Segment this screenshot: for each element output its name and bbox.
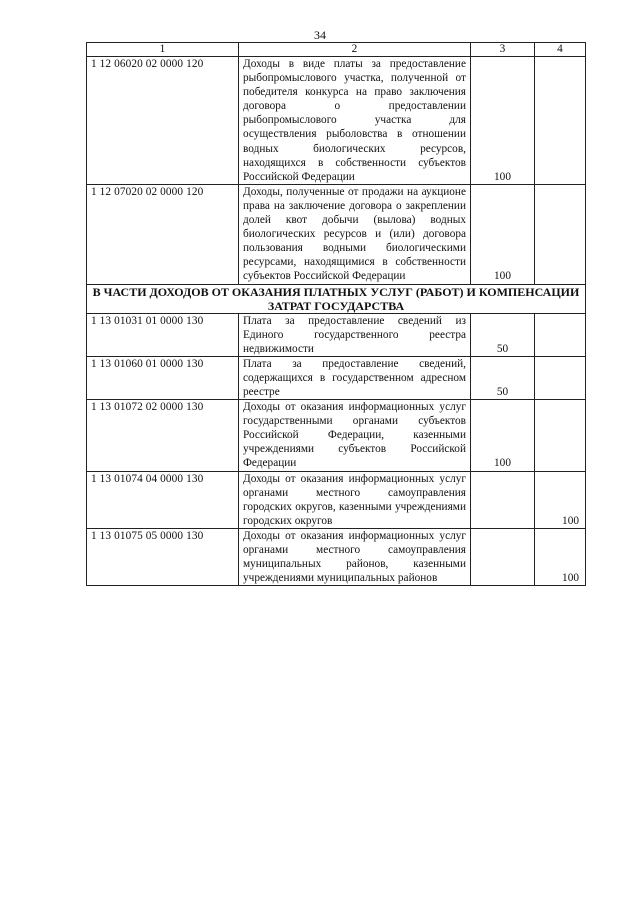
revenue-code: 1 13 01060 01 0000 130 [87,356,239,399]
revenue-code: 1 12 07020 02 0000 120 [87,184,239,284]
col4-value [535,400,586,471]
revenue-code: 1 12 06020 02 0000 120 [87,57,239,185]
revenue-description: Доходы от оказания информационных услуг органами местного самоуправления городских округов, казенными учреждениями городских округов [239,471,471,528]
col3-value [471,471,535,528]
table-row [87,57,586,185]
revenue-description: Доходы от оказания информационных услуг государственными органами субъектов Российской Федерации, казенными учреждениями субъектов Российской Федерации [239,400,471,471]
table-row [87,356,586,399]
header-col-3: 3 [471,43,535,57]
header-col-1: 1 [87,43,239,57]
revenue-description: Доходы в виде платы за предоставление рыбопромыслового участка, полученной от победителя конкурса на право заключения договора о предоставлении рыбопромыслового участка для осуществления рыболовства в отношении водных биологических ресурсов, находящихся в собственности субъектов Российской Федерации [239,57,471,185]
col3-value: 50 [471,356,535,399]
section-heading: В ЧАСТИ ДОХОДОВ ОТ ОКАЗАНИЯ ПЛАТНЫХ УСЛУГ (РАБОТ) И КОМПЕНСАЦИИ ЗАТРАТ ГОСУДАРСТВА [87,284,586,313]
revenue-code: 1 13 01074 04 0000 130 [87,471,239,528]
revenue-description: Плата за предоставление сведений, содержащихся в государственном адресном реестре [239,356,471,399]
col4-value [535,184,586,284]
table-row [87,471,586,528]
table-row [87,184,586,284]
col4-value [535,313,586,356]
col3-value: 50 [471,313,535,356]
header-col-4: 4 [535,43,586,57]
col3-value: 100 [471,57,535,185]
col4-value [535,57,586,185]
revenue-code: 1 13 01075 05 0000 130 [87,528,239,585]
revenue-description: Доходы от оказания информационных услуг органами местного самоуправления муниципальных районов, казенными учреждениями муниципальных районов [239,528,471,585]
section-heading-row [87,284,586,313]
table-row [87,313,586,356]
header-col-2: 2 [239,43,471,57]
col4-value: 100 [535,471,586,528]
table-row [87,400,586,471]
col3-value: 100 [471,184,535,284]
table-header-row [87,43,586,57]
col3-value [471,528,535,585]
table-row [87,528,586,585]
col3-value: 100 [471,400,535,471]
page-number: 34 [314,28,326,42]
budget-revenue-table [86,42,586,586]
revenue-code: 1 13 01072 02 0000 130 [87,400,239,471]
revenue-description: Доходы, полученные от продажи на аукционе права на заключение договора о закреплении долей квот добычи (вылова) водных биологических ресурсов и (или) договора пользования водными биологическими ресурсами, находящимися в собственности субъектов Российской Федерации [239,184,471,284]
col4-value: 100 [535,528,586,585]
revenue-code: 1 13 01031 01 0000 130 [87,313,239,356]
col4-value [535,356,586,399]
revenue-description: Плата за предоставление сведений из Единого государственного реестра недвижимости [239,313,471,356]
